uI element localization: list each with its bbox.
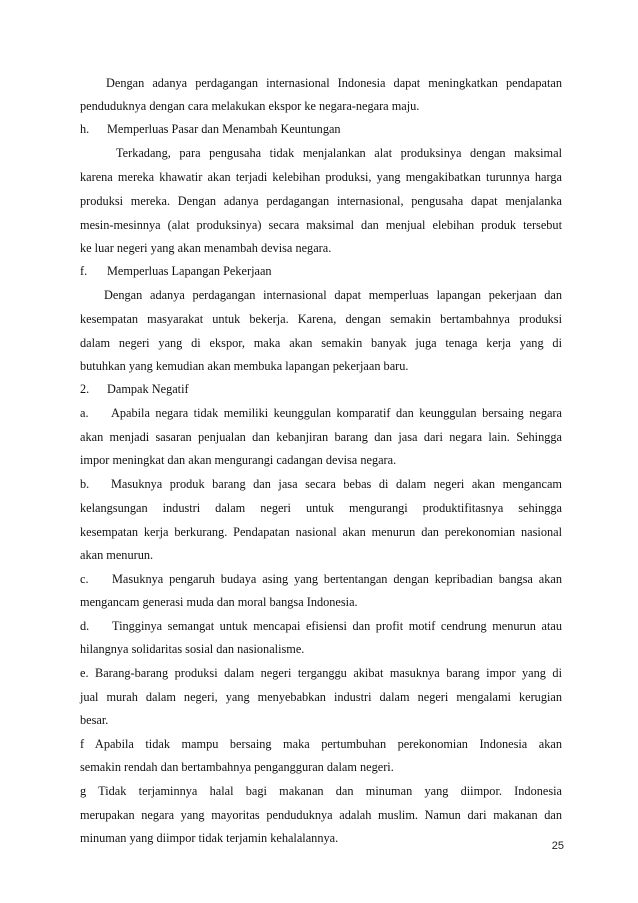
list-marker: h.	[80, 122, 90, 136]
text-line: Apabila negara tidak memiliki keunggulan komparatif dan keunggulan bersaing negara	[111, 406, 562, 420]
text-line: akan menjadi sasaran penjualan dan kebanjiran barang dan jasa dari negara lain. Sehingga	[80, 430, 562, 444]
text-line: mesin-mesinnya (alat produksinya) secara maksimal dan menjual elebihan produk tersebut	[80, 218, 562, 232]
text-line: kelangsungan industri dalam negeri untuk mengurangi produktifitasnya sehingga	[80, 501, 562, 515]
text-line: merupakan negara yang mayoritas penduduknya adalah muslim. Namun dari makanan dan	[80, 808, 562, 822]
text-line: minuman yang diimpor tidak terjamin kehalalannya.	[80, 831, 339, 845]
section-heading: Memperluas Pasar dan Menambah Keuntungan	[107, 122, 341, 136]
text-line: Tingginya semangat untuk mencapai efisiensi dan profit motif cendrung menurun atau	[112, 619, 562, 633]
text-line: hilangnya solidaritas sosial dan nasionalisme.	[80, 642, 305, 656]
text-line: e. Barang-barang produksi dalam negeri terganggu akibat masuknya barang impor yang di	[80, 666, 562, 680]
text-line: Dengan adanya perdagangan internasional dapat memperluas lapangan pekerjaan dan	[104, 288, 562, 302]
text-line: ke luar negeri yang akan menambah devisa negara.	[80, 241, 332, 255]
text-line: kesempatan kerja berkurang. Pendapatan nasional akan menurun dan perekonomian nasional	[80, 525, 562, 539]
text-line: butuhkan yang kemudian akan membuka lapangan pekerjaan baru.	[80, 359, 409, 373]
text-line: akan menurun.	[80, 548, 154, 562]
list-marker: f.	[80, 264, 88, 278]
text-line: penduduknya dengan cara melakukan ekspor ke negara-negara maju.	[80, 99, 420, 113]
list-marker: b.	[80, 477, 90, 491]
text-line: karena mereka khawatir akan terjadi kelebihan produksi, yang mengakibatkan turunnya harga	[80, 170, 562, 184]
list-marker: c.	[80, 572, 89, 586]
text-line: semakin rendah dan bertambahnya pengangguran dalam negeri.	[80, 760, 394, 774]
list-marker: a.	[80, 406, 89, 420]
text-line: Masuknya produk barang dan jasa secara bebas di dalam negeri akan mengancam	[111, 477, 562, 491]
text-line: g Tidak terjaminnya halal bagi makanan dan minuman yang diimpor. Indonesia	[80, 784, 562, 798]
text-line: kesempatan masyarakat untuk bekerja. Karena, dengan semakin bertambahnya produksi	[80, 312, 562, 326]
section-heading: Memperluas Lapangan Pekerjaan	[107, 264, 272, 278]
text-line: produksi mereka. Dengan adanya perdagangan internasional, pengusaha dapat menjalanka	[80, 194, 562, 208]
text-line: impor meningkat dan akan mengurangi cadangan devisa negara.	[80, 453, 397, 467]
text-line: Terkadang, para pengusaha tidak menjalankan alat produksinya dengan maksimal	[116, 146, 562, 160]
list-marker: 2.	[80, 382, 90, 396]
text-line: mengancam generasi muda dan moral bangsa Indonesia.	[80, 595, 358, 609]
section-heading: Dampak Negatif	[107, 382, 189, 396]
text-line: besar.	[80, 713, 109, 727]
page-number: 25	[551, 840, 564, 852]
text-line: jual murah dalam negeri, yang menyebabkan industri dalam negeri mengalami kerugian	[80, 690, 562, 704]
text-line: f Apabila tidak mampu bersaing maka pertumbuhan perekonomian Indonesia akan	[80, 737, 562, 751]
text-line: dalam negeri yang di ekspor, maka akan semakin banyak juga tenaga kerja yang di	[80, 336, 562, 350]
list-marker: d.	[80, 619, 90, 633]
text-line: Masuknya pengaruh budaya asing yang bertentangan dengan kepribadian bangsa akan	[112, 572, 562, 586]
text-line: Dengan adanya perdagangan internasional Indonesia dapat meningkatkan pendapatan	[106, 76, 562, 90]
